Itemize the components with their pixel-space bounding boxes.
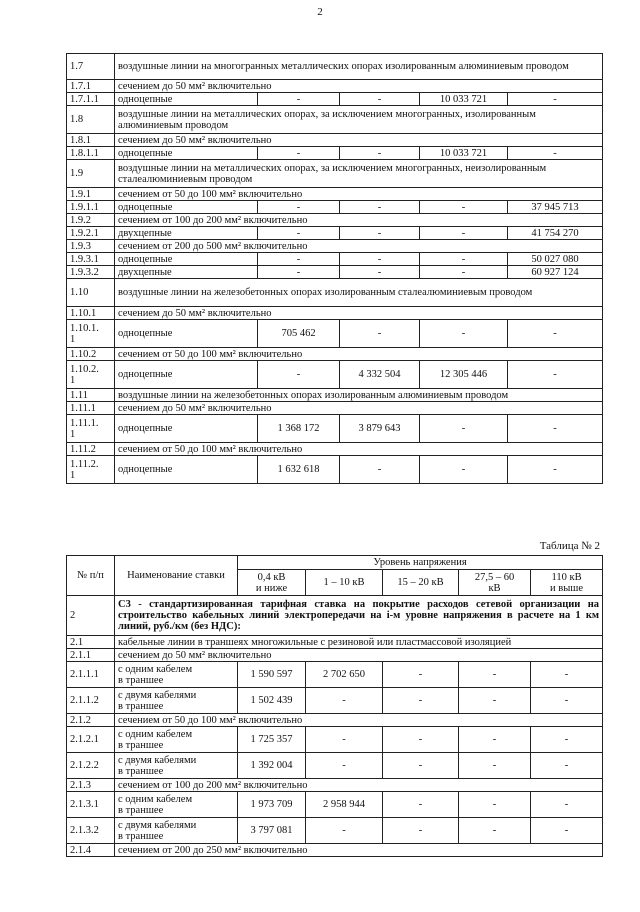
table-row <box>67 240 603 253</box>
row-number: 1.10.2. 1 <box>67 361 115 389</box>
section-title: воздушные линии на железобетонных опорах изолированным алюминиевым проводом <box>115 389 603 402</box>
rate-name: с двумя кабелями в траншее <box>115 688 238 714</box>
rate-value: 1 590 597 <box>238 662 306 688</box>
row-number: 1.11.1 <box>67 402 115 415</box>
row-number: 1.11.2. 1 <box>67 456 115 484</box>
row-number: 2.1.4 <box>67 844 115 857</box>
rate-value: - <box>383 792 459 818</box>
rate-name: одноцепные <box>115 93 258 106</box>
rate-value: 41 754 270 <box>508 227 603 240</box>
table-row <box>67 201 603 214</box>
rate-value: - <box>420 320 508 348</box>
rate-value: - <box>459 753 531 779</box>
table-row <box>67 415 603 443</box>
table-row <box>67 688 603 714</box>
row-number: 1.11.1. 1 <box>67 415 115 443</box>
table-row <box>67 147 603 160</box>
row-number: 1.8 <box>67 106 115 134</box>
rate-value: - <box>459 662 531 688</box>
row-number: 2.1 <box>67 636 115 649</box>
rate-value: 4 332 504 <box>340 361 420 389</box>
row-number: 1.10.2 <box>67 348 115 361</box>
table-row <box>67 456 603 484</box>
tariff-table-1 <box>66 53 603 484</box>
header-no: № п/п <box>67 556 115 596</box>
rate-name: с одним кабелем в траншее <box>115 792 238 818</box>
section-title: сечением до 50 мм² включительно <box>115 402 603 415</box>
rate-name: одноцепные <box>115 320 258 348</box>
rate-value: 1 725 357 <box>238 727 306 753</box>
table-row <box>67 714 603 727</box>
row-number: 2.1.3.1 <box>67 792 115 818</box>
rate-value: - <box>340 320 420 348</box>
table-row <box>67 753 603 779</box>
rate-value: - <box>420 415 508 443</box>
table-row <box>67 844 603 857</box>
rate-value: - <box>420 253 508 266</box>
section-title: воздушные линии на металлических опорах, за исключением многогранных, неизолированным сталеалюминиевым проводом <box>115 160 603 188</box>
rate-value: 1 502 439 <box>238 688 306 714</box>
table-row <box>67 818 603 844</box>
rate-value: - <box>340 93 420 106</box>
rate-value: - <box>508 415 603 443</box>
row-number: 1.10 <box>67 279 115 307</box>
table-row <box>67 80 603 93</box>
rate-value: 37 945 713 <box>508 201 603 214</box>
tariff-table-2 <box>66 555 603 857</box>
rate-value: - <box>340 266 420 279</box>
rate-name: с одним кабелем в траншее <box>115 727 238 753</box>
rate-name: двухцепные <box>115 227 258 240</box>
header-voltage-column: 110 кВ и выше <box>531 570 603 596</box>
row-number: 1.9.1 <box>67 188 115 201</box>
rate-value: - <box>459 688 531 714</box>
section-title: сечением от 50 до 100 мм² включительно <box>115 714 603 727</box>
rate-value: - <box>531 662 603 688</box>
rate-value: 10 033 721 <box>420 93 508 106</box>
header-voltage-column: 15 – 20 кВ <box>383 570 459 596</box>
section-title: сечением до 50 мм² включительно <box>115 134 603 147</box>
rate-name: одноцепные <box>115 201 258 214</box>
row-number: 1.9.3.1 <box>67 253 115 266</box>
rate-value: - <box>258 361 340 389</box>
rate-value: - <box>258 147 340 160</box>
page-number: 2 <box>317 6 323 18</box>
rate-value: - <box>383 688 459 714</box>
rate-value: - <box>508 93 603 106</box>
rate-value: - <box>306 688 383 714</box>
table-row <box>67 93 603 106</box>
rate-value: 12 305 446 <box>420 361 508 389</box>
section-title: сечением от 50 до 100 мм² включительно <box>115 443 603 456</box>
rate-value: 3 797 081 <box>238 818 306 844</box>
rate-value: 1 973 709 <box>238 792 306 818</box>
header-voltage-column: 1 – 10 кВ <box>306 570 383 596</box>
rate-value: 1 368 172 <box>258 415 340 443</box>
rate-value: 3 879 643 <box>340 415 420 443</box>
rate-value: - <box>340 456 420 484</box>
rate-value: - <box>258 93 340 106</box>
rate-value: - <box>383 727 459 753</box>
header-name: Наименование ставки <box>115 556 238 596</box>
row-number: 2.1.3 <box>67 779 115 792</box>
rate-value: - <box>383 818 459 844</box>
row-number: 1.9.1.1 <box>67 201 115 214</box>
row-number: 2.1.1.1 <box>67 662 115 688</box>
table-row <box>67 402 603 415</box>
row-number: 1.9.3.2 <box>67 266 115 279</box>
section-title: сечением от 50 до 100 мм² включительно <box>115 348 603 361</box>
table-row <box>67 320 603 348</box>
rate-value: - <box>531 792 603 818</box>
rate-value: 1 392 004 <box>238 753 306 779</box>
rate-value: - <box>531 727 603 753</box>
rate-value: - <box>340 253 420 266</box>
rate-value: - <box>531 818 603 844</box>
table-row <box>67 307 603 320</box>
row-number: 1.8.1.1 <box>67 147 115 160</box>
table-row <box>67 227 603 240</box>
rate-value: - <box>531 688 603 714</box>
header-voltage-column: 0,4 кВ и ниже <box>238 570 306 596</box>
table-row <box>67 188 603 201</box>
table-row <box>67 727 603 753</box>
row-number: 1.9.2 <box>67 214 115 227</box>
rate-value: - <box>459 818 531 844</box>
section-title: сечением до 50 мм² включительно <box>115 307 603 320</box>
row-number: 2.1.2.1 <box>67 727 115 753</box>
rate-value: - <box>258 266 340 279</box>
rate-value: - <box>258 227 340 240</box>
row-number: 1.7.1 <box>67 80 115 93</box>
header-voltage-column: 27,5 – 60 кВ <box>459 570 531 596</box>
rate-name: одноцепные <box>115 147 258 160</box>
rate-value: - <box>258 253 340 266</box>
section-title: сечением от 100 до 200 мм² включительно <box>115 779 603 792</box>
rate-value: - <box>340 227 420 240</box>
section-title: сечением от 200 до 250 мм² включительно <box>115 844 603 857</box>
rate-name: одноцепные <box>115 456 258 484</box>
table-row <box>67 348 603 361</box>
rate-value: - <box>258 201 340 214</box>
row-number: 2.1.1 <box>67 649 115 662</box>
rate-value: - <box>383 753 459 779</box>
rate-value: 2 702 650 <box>306 662 383 688</box>
table-row <box>67 253 603 266</box>
rate-value: - <box>531 753 603 779</box>
table-row <box>67 649 603 662</box>
rate-value: - <box>459 792 531 818</box>
section-title: сечением от 100 до 200 мм² включительно <box>115 214 603 227</box>
rate-value: - <box>420 456 508 484</box>
rate-value: - <box>340 201 420 214</box>
section-title: воздушные линии на многогранных металлических опорах изолированным алюминиевым проводом <box>115 54 603 80</box>
row-number: 1.7.1.1 <box>67 93 115 106</box>
rate-name: одноцепные <box>115 361 258 389</box>
table-row <box>67 279 603 307</box>
row-number: 1.8.1 <box>67 134 115 147</box>
row-number: 2 <box>67 596 115 636</box>
table-row <box>67 779 603 792</box>
row-number: 1.9.3 <box>67 240 115 253</box>
table-row <box>67 134 603 147</box>
row-number: 2.1.2 <box>67 714 115 727</box>
rate-value: - <box>459 727 531 753</box>
section-title: сечением до 50 мм² включительно <box>115 649 603 662</box>
rate-name: одноцепные <box>115 253 258 266</box>
section-title: сечением от 50 до 100 мм² включительно <box>115 188 603 201</box>
rate-value: - <box>306 818 383 844</box>
rate-name: с одним кабелем в траншее <box>115 662 238 688</box>
table-2-caption: Таблица № 2 <box>539 540 600 552</box>
table-row <box>67 662 603 688</box>
rate-value: 60 927 124 <box>508 266 603 279</box>
rate-value: 10 033 721 <box>420 147 508 160</box>
rate-name: одноцепные <box>115 415 258 443</box>
table-row <box>67 361 603 389</box>
row-number: 1.7 <box>67 54 115 80</box>
table-row <box>67 54 603 80</box>
table-row <box>67 106 603 134</box>
row-number: 2.1.1.2 <box>67 688 115 714</box>
rate-value: - <box>383 662 459 688</box>
rate-value: 705 462 <box>258 320 340 348</box>
row-number: 2.1.3.2 <box>67 818 115 844</box>
row-number: 1.10.1 <box>67 307 115 320</box>
row-number: 1.9 <box>67 160 115 188</box>
row-number: 2.1.2.2 <box>67 753 115 779</box>
table-row <box>67 443 603 456</box>
section-title-bold: С3 - стандартизированная тарифная ставка на покрытие расходов сетевой организации на строительство кабельных линий электропередачи на i-м уровне напряжения в расчете на 1 км линий, руб./км (без НДС): <box>115 596 603 636</box>
section-title: кабельные линии в траншеях многожильные с резиновой или пластмассовой изоляцией <box>115 636 603 649</box>
row-number: 1.10.1. 1 <box>67 320 115 348</box>
table-row <box>67 266 603 279</box>
rate-value: - <box>508 456 603 484</box>
rate-value: - <box>306 753 383 779</box>
table-row <box>67 636 603 649</box>
row-number: 1.11 <box>67 389 115 402</box>
rate-value: - <box>420 227 508 240</box>
rate-name: с двумя кабелями в траншее <box>115 818 238 844</box>
section-title: воздушные линии на металлических опорах, за исключением многогранных, изолированным алюминиевым проводом <box>115 106 603 134</box>
rate-value: - <box>508 147 603 160</box>
row-number: 1.9.2.1 <box>67 227 115 240</box>
rate-value: 1 632 618 <box>258 456 340 484</box>
header-voltage-level: Уровень напряжения <box>238 556 603 570</box>
rate-value: 2 958 944 <box>306 792 383 818</box>
rate-value: - <box>508 320 603 348</box>
rate-name: двухцепные <box>115 266 258 279</box>
rate-name: с двумя кабелями в траншее <box>115 753 238 779</box>
rate-value: - <box>508 361 603 389</box>
rate-value: - <box>420 266 508 279</box>
table-row <box>67 596 603 636</box>
rate-value: - <box>306 727 383 753</box>
rate-value: - <box>340 147 420 160</box>
section-title: сечением от 200 до 500 мм² включительно <box>115 240 603 253</box>
section-title: воздушные линии на железобетонных опорах изолированным сталеалюминиевым проводом <box>115 279 603 307</box>
rate-value: - <box>420 201 508 214</box>
table-row <box>67 389 603 402</box>
row-number: 1.11.2 <box>67 443 115 456</box>
table-row <box>67 214 603 227</box>
table-row <box>67 792 603 818</box>
section-title: сечением до 50 мм² включительно <box>115 80 603 93</box>
rate-value: 50 027 080 <box>508 253 603 266</box>
table-row <box>67 160 603 188</box>
